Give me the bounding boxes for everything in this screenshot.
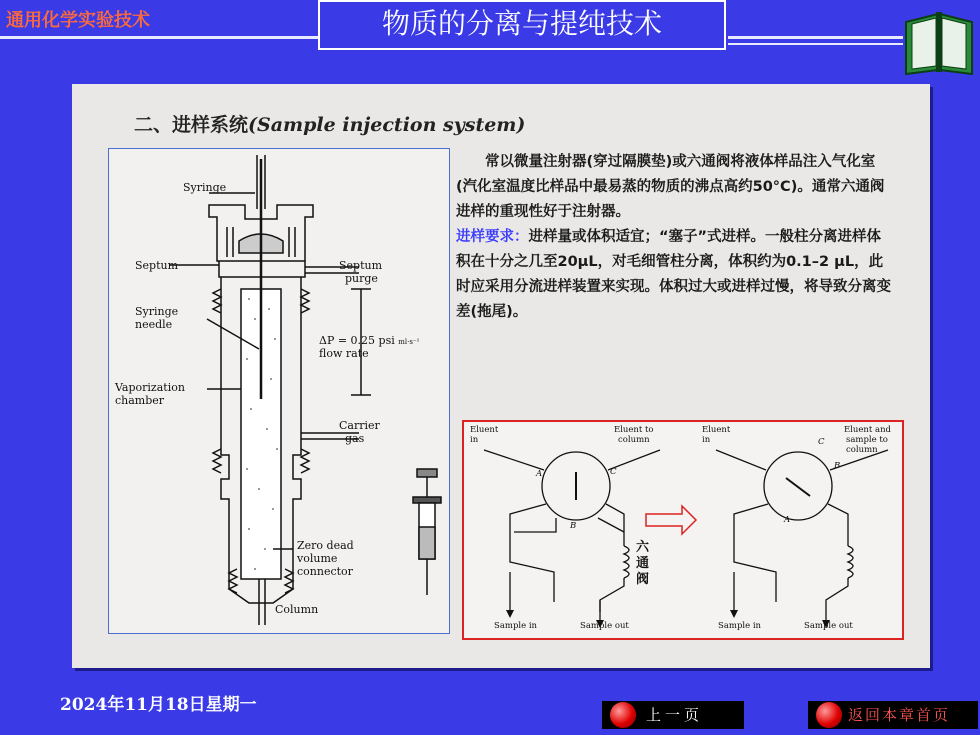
heading-en: (Sample injection system) [248, 114, 526, 136]
course-title: 通用化学实验技术 [6, 10, 150, 31]
six-port-valve-drawing [464, 422, 902, 638]
label-septum-purge: Septum [339, 259, 383, 272]
label-vaporization-chamber: Vaporization [115, 381, 185, 394]
label-flow-rate: flow rate [319, 347, 369, 360]
red-ball-icon [610, 702, 636, 728]
description-text [456, 150, 891, 325]
label-eluent-and-sample: sample to [846, 435, 888, 445]
label-eluent-to-column: Eluent to [614, 425, 654, 435]
header-divider [728, 43, 903, 45]
label-port-b: B [834, 461, 841, 471]
label-sample-in: Sample in [494, 621, 538, 631]
label-sample-out: Sample out [580, 621, 629, 631]
label-carrier-gas: gas [345, 432, 365, 445]
heading-cn: 二、进样系统 [134, 114, 249, 136]
label-port-c: C [818, 437, 825, 447]
header-divider [728, 36, 903, 39]
valve-char: 六 [636, 540, 650, 555]
six-port-valve-diagram [462, 420, 904, 640]
syringe-icon [407, 467, 447, 597]
label-syringe-needle: needle [135, 318, 173, 331]
label-port-a: A [536, 469, 543, 479]
label-pressure-unit: ml·s⁻¹ [398, 338, 420, 346]
slide-title: 物质的分离与提纯技术 [318, 0, 726, 50]
label-eluent-in: in [702, 435, 711, 445]
header-divider [0, 36, 320, 39]
requirement-label: 进样要求： [456, 229, 529, 245]
book-icon [900, 6, 978, 76]
injection-port-diagram [108, 148, 450, 634]
label-eluent-and-sample: column [846, 445, 878, 455]
label-septum-purge: purge [345, 272, 378, 285]
label-port-b: B [570, 521, 577, 531]
label-eluent-in: in [470, 435, 479, 445]
label-six-port-valve [636, 540, 649, 588]
paragraph-injection-methods: 常以微量注射器(穿过隔膜垫)或六通阀将液体样品注入气化室(汽化室温度比样品中最易蒸的物质的沸点高约50°C)。通常六通阀进样的重现性好于注射器。 [456, 154, 885, 220]
previous-page-button[interactable] [602, 701, 744, 729]
chapter-home-button[interactable] [808, 701, 978, 729]
label-sample-in: Sample in [718, 621, 762, 631]
section-heading [134, 110, 525, 137]
requirement-text: 进样量或体积适宜；“塞子”式进样。一般柱分离进样体积在十分之几至20μL，对毛细管柱分离，体积约为0.1–2 μL，此时应采用分流进样装置来实现。体积过大或进样过慢，将导致分离变差(拖尾)。 [456, 229, 891, 320]
label-port-a: A [784, 515, 791, 525]
label-zero-dead-volume: Zero dead [297, 539, 354, 552]
label-zero-dead-volume: connector [297, 565, 353, 578]
label-eluent-and-sample: Eluent and [844, 425, 892, 435]
red-ball-icon [816, 702, 842, 728]
label-carrier-gas: Carrier [339, 419, 380, 432]
top-bar [0, 0, 980, 54]
label-zero-dead-volume: volume [297, 552, 338, 565]
previous-page-label: 上一页 [646, 706, 704, 724]
chapter-home-label: 返回本章首页 [848, 706, 951, 724]
footer-date: 2024年11月18日星期一 [60, 695, 257, 715]
paragraph-requirements [456, 225, 891, 325]
label-septum: Septum [135, 259, 179, 272]
label-eluent-in: Eluent [470, 425, 499, 435]
valve-char: 阀 [636, 572, 650, 587]
valve-char: 通 [636, 556, 650, 571]
content-panel [72, 84, 930, 668]
label-port-c: C [610, 467, 617, 477]
label-pressure-value: ΔP = 0.25 psi [319, 334, 395, 347]
label-syringe-needle: Syringe [135, 305, 179, 318]
label-eluent-in: Eluent [702, 425, 731, 435]
label-vaporization-chamber: chamber [115, 394, 165, 407]
label-column: Column [275, 603, 319, 616]
label-eluent-to-column: column [618, 435, 650, 445]
label-syringe: Syringe [183, 181, 227, 194]
label-sample-out: Sample out [804, 621, 853, 631]
